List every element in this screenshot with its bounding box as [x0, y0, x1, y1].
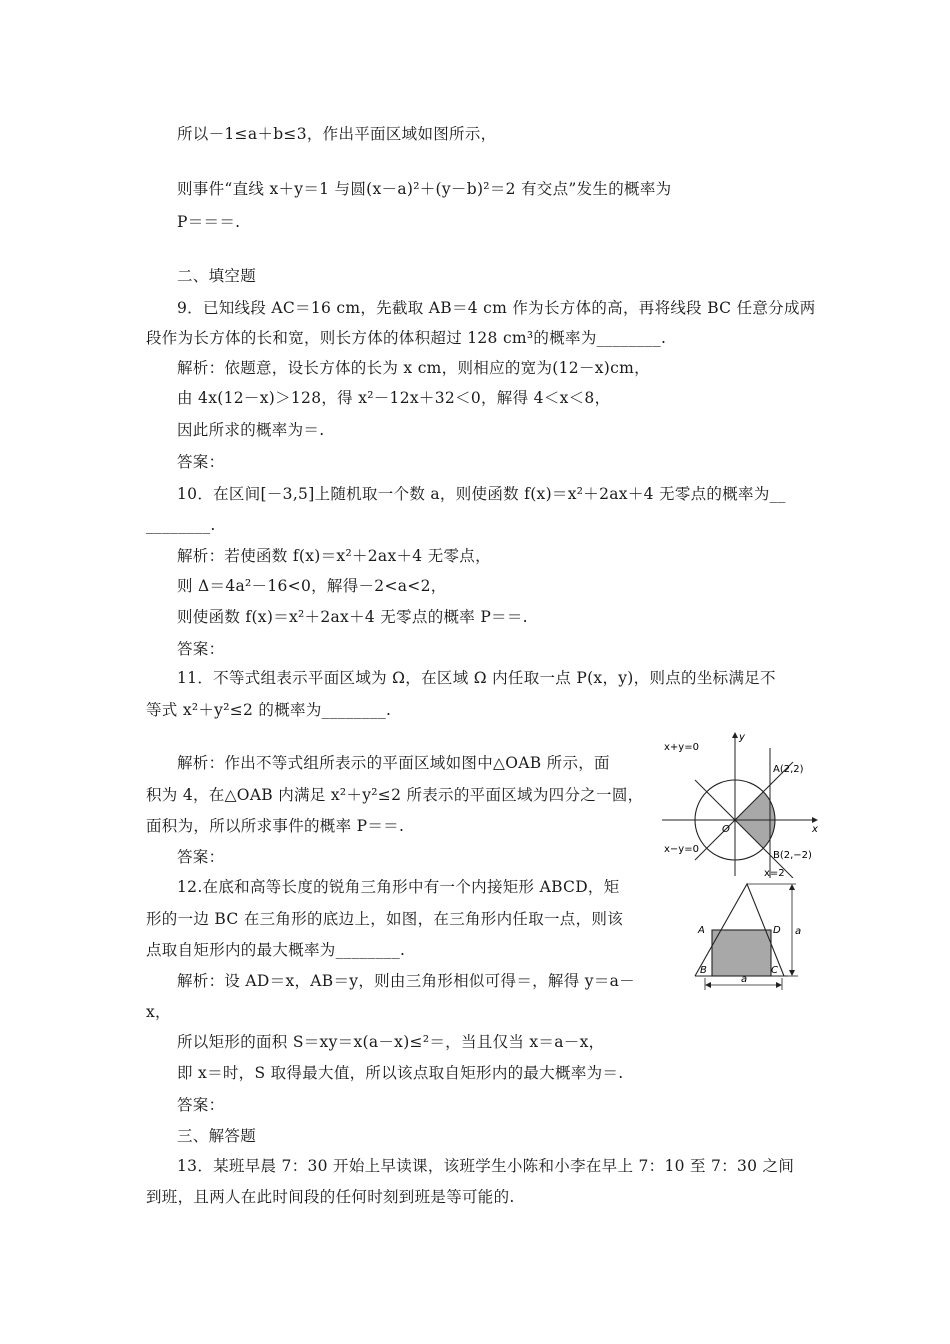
solution-text: 解析：作出不等式组所表示的平面区域如图中△OAB 所示，面	[177, 754, 610, 772]
label-y-axis: y	[739, 732, 745, 743]
base-arrow-right	[776, 982, 782, 988]
text-line: 则事件“直线 x＋y＝1 与圆(x－a)²＋(y－b)²＝2 有交点”发生的概率为	[177, 180, 672, 198]
label-O: O	[722, 824, 730, 835]
label-C: C	[771, 965, 778, 976]
question-text: 9．已知线段 AC＝16 cm，先截取 AB＝4 cm 作为长方体的高，再将线段 BC 任意分成两	[177, 299, 816, 317]
height-arrow-bottom	[789, 970, 795, 976]
question-text: 点取自矩形内的最大概率为________.	[146, 941, 406, 959]
solution-text: 由 4x(12－x)＞128，得 x²－12x＋32＜0，解得 4＜x＜8，	[177, 389, 611, 407]
solution-text: 则使函数 f(x)＝x²＋2ax＋4 无零点的概率 P＝＝.	[177, 608, 528, 626]
solution-text: 面积为，所以所求事件的概率 P＝＝.	[146, 817, 405, 835]
x-axis-arrow	[812, 817, 818, 823]
answer-label: 答案：	[177, 640, 225, 658]
label-A: A(2,2)	[773, 764, 804, 775]
y-axis-arrow	[732, 732, 738, 738]
label-x-plus-y: x+y=0	[664, 742, 699, 753]
question-text: 形的一边 BC 在三角形的底边上，如图，在三角形内任取一点，则该	[146, 910, 623, 928]
solution-text: 因此所求的概率为＝.	[177, 421, 325, 439]
label-base: a	[741, 974, 748, 985]
section-heading: 三、解答题	[177, 1127, 257, 1145]
line-x-plus-y	[695, 780, 793, 878]
label-B: B(2,−2)	[773, 850, 812, 861]
question-text: 段作为长方体的长和宽，则长方体的体积超过 128 cm³的概率为________.	[146, 329, 667, 347]
answer-label: 答案：	[177, 1096, 225, 1114]
solution-text: 所以矩形的面积 S＝xy＝x(a－x)≤²＝，当且仅当 x＝a－x，	[177, 1033, 605, 1051]
question-text: 11．不等式组表示平面区域为 Ω，在区域 Ω 内任取一点 P(x，y)，则点的坐标满足不	[177, 669, 776, 687]
question-text: 等式 x²＋y²≤2 的概率为________.	[146, 701, 392, 719]
solution-text: 解析：设 AD＝x，AB＝y，则由三角形相似可得＝，解得 y＝a－	[177, 972, 635, 990]
solution-text: 即 x＝时，S 取得最大值，所以该点取自矩形内的最大概率为＝.	[177, 1064, 624, 1082]
rectangle-ABCD	[712, 930, 771, 976]
solution-text: 积为 4，在△OAB 内满足 x²＋y²≤2 所表示的平面区域为四分之一圆，	[146, 786, 644, 804]
solution-text: x，	[146, 1003, 171, 1021]
question-text: 12.在底和高等长度的锐角三角形中有一个内接矩形 ABCD，矩	[177, 878, 620, 896]
label-A: A	[698, 925, 705, 936]
question-text: 10．在区间[－3,5]上随机取一个数 a，则使函数 f(x)＝x²＋2ax＋4 无零点的概率为__	[177, 485, 786, 503]
answer-label: 答案：	[177, 848, 225, 866]
section-heading: 二、填空题	[177, 267, 257, 285]
base-arrow-left	[705, 982, 711, 988]
text-line: P＝＝＝.	[177, 213, 241, 231]
solution-text: 解析：依题意，设长方体的长为 x cm，则相应的宽为(12－x)cm，	[177, 359, 650, 377]
answer-label: 答案：	[177, 453, 225, 471]
question-text: ________.	[146, 516, 216, 534]
label-x-minus-y: x−y=0	[664, 844, 699, 855]
height-arrow-top	[789, 884, 795, 890]
label-B: B	[700, 965, 707, 976]
figure-triangle-rectangle	[688, 876, 813, 994]
figure-circle-region	[660, 728, 825, 878]
label-D: D	[773, 925, 781, 936]
text-line: 所以－1≤a＋b≤3，作出平面区域如图所示，	[177, 125, 497, 143]
label-x-eq-2: x=2	[764, 868, 785, 878]
solution-text: 解析：若使函数 f(x)＝x²＋2ax＋4 无零点，	[177, 547, 491, 565]
question-text: 13．某班早晨 7：30 开始上早读课，该班学生小陈和小李在早上 7：10 至 7：30 之间	[177, 1157, 795, 1175]
label-x-axis: x	[812, 824, 818, 835]
question-text: 到班，且两人在此时间段的任何时刻到班是等可能的.	[146, 1188, 515, 1206]
solution-text: 则 Δ＝4a²－16<0，解得－2<a<2，	[177, 577, 447, 595]
label-height: a	[795, 926, 802, 937]
line-x-minus-y	[695, 762, 793, 860]
